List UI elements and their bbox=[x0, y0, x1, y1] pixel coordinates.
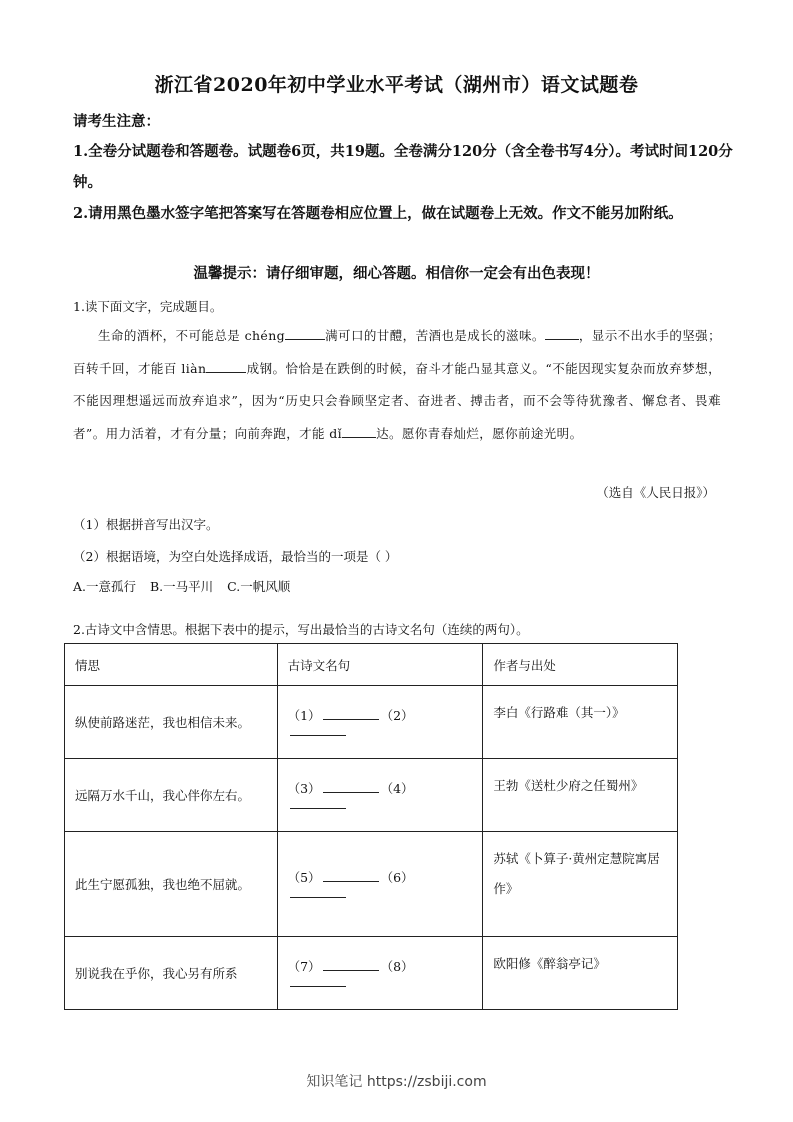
answer-blank bbox=[290, 798, 346, 809]
passage-part-d: 成钢。恰恰是在跌倒的时候，奋斗才能凸显其意义。“不能因现实复杂而放弃梦想，不能因理想遥远而放弃追求”，因为“历史只会眷顾坚定者、奋进者、搏击者，而不会等待犹豫者、懈怠者、畏难者”。用力活着，才有分量；向前奔跑，才能 dǐ bbox=[73, 360, 721, 441]
blank-number: （3） bbox=[287, 780, 321, 796]
blank-number: （1） bbox=[287, 707, 321, 723]
blank-number: （6） bbox=[380, 869, 414, 885]
row-feeling: 别说我在乎你，我心另有所系 bbox=[65, 937, 278, 1010]
option-c: C.一帆风顺 bbox=[227, 579, 291, 594]
row-feeling: 纵使前路迷茫，我也相信未来。 bbox=[65, 686, 278, 759]
passage-part-b: 满可口的甘醴，苦酒也是成长的滋味。 bbox=[325, 328, 545, 343]
answer-blank bbox=[290, 887, 346, 898]
answer-blank bbox=[323, 782, 379, 793]
row-source: 欧阳修《醉翁亭记》 bbox=[483, 937, 678, 1010]
blank-number: （5） bbox=[287, 869, 321, 885]
answer-blank bbox=[323, 709, 379, 720]
question-1-title: 1.读下面文字，完成题目。 bbox=[73, 299, 223, 314]
sub-question-1: （1）根据拼音写出汉字。 bbox=[73, 517, 219, 532]
option-b: B.一马平川 bbox=[150, 579, 214, 594]
header-verse: 古诗文名句 bbox=[277, 644, 483, 686]
table-row bbox=[65, 937, 678, 1010]
blank-di bbox=[342, 425, 376, 438]
sub-question-2: （2）根据语境，为空白处选择成语，最恰当的一项是（ ） bbox=[73, 549, 398, 564]
answer-blank bbox=[323, 871, 379, 882]
question-2-title: 2.古诗文中含情思。根据下表中的提示，写出最恰当的古诗文名句（连续的两句）。 bbox=[73, 622, 529, 637]
choice-options bbox=[73, 577, 300, 595]
row-source: 苏轼《卜算子·黄州定慧院寓居作》 bbox=[483, 832, 678, 937]
passage-part-c: ，显示不出水手的坚强；百转千回，才能百 liàn bbox=[73, 328, 721, 376]
blank-number: （2） bbox=[380, 707, 414, 723]
blank-number: （4） bbox=[380, 780, 414, 796]
row-verse-blanks bbox=[277, 832, 483, 937]
question-1-passage bbox=[73, 320, 721, 450]
table-header-row bbox=[65, 644, 678, 686]
table-row bbox=[65, 832, 678, 937]
blank-cheng bbox=[285, 327, 325, 340]
option-a: A.一意孤行 bbox=[73, 579, 137, 594]
answer-blank bbox=[290, 725, 346, 736]
row-source: 王勃《送杜少府之任蜀州》 bbox=[483, 759, 678, 832]
answer-blank bbox=[290, 976, 346, 987]
table-row bbox=[65, 686, 678, 759]
notice-item-1: 1.全卷分试题卷和答题卷。试题卷6页，共19题。全卷满分120分（含全卷书写4分）。考试时间120分钟。 bbox=[73, 143, 733, 191]
row-feeling: 远隔万水千山，我心伴你左右。 bbox=[65, 759, 278, 832]
footer-watermark: 知识笔记 https://zsbiji.com bbox=[306, 1074, 487, 1090]
notice-heading: 请考生注意： bbox=[73, 113, 160, 130]
row-verse-blanks bbox=[277, 686, 483, 759]
notice-item-2: 2.请用黑色墨水签字笔把答案写在答题卷相应位置上，做在试题卷上无效。作文不能另加附纸。 bbox=[73, 205, 683, 222]
passage-part-e: 达。愿你青春灿烂，愿你前途光明。 bbox=[376, 425, 583, 441]
row-feeling: 此生宁愿孤独，我也绝不屈就。 bbox=[65, 832, 278, 937]
table-row bbox=[65, 759, 678, 832]
header-source: 作者与出处 bbox=[483, 644, 678, 686]
blank-idiom bbox=[545, 327, 579, 340]
poem-table bbox=[64, 643, 678, 1010]
header-feeling: 情思 bbox=[65, 644, 278, 686]
blank-number: （8） bbox=[380, 958, 414, 974]
passage-source: （选自《人民日报》） bbox=[596, 485, 715, 500]
row-source: 李白《行路难（其一）》 bbox=[483, 686, 678, 759]
passage-part-a: 生命的酒杯，不可能总是 chéng bbox=[98, 328, 286, 343]
blank-number: （7） bbox=[287, 958, 321, 974]
blank-lian bbox=[206, 360, 246, 373]
tip-text: 温馨提示：请仔细审题，细心答题。相信你一定会有出色表现！ bbox=[193, 265, 600, 282]
row-verse-blanks bbox=[277, 937, 483, 1010]
answer-blank bbox=[323, 960, 379, 971]
page-title: 浙江省2020年初中学业水平考试（湖州市）语文试题卷 bbox=[154, 74, 639, 96]
row-verse-blanks bbox=[277, 759, 483, 832]
